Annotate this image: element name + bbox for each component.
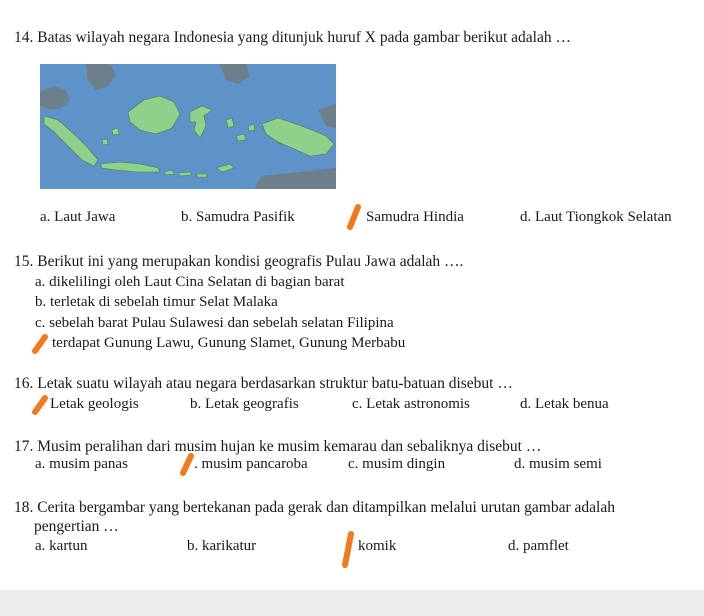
question-18-line-2: pengertian … [34, 518, 119, 535]
q16-option-a[interactable]: Letak geologis [50, 396, 139, 412]
q14-option-a[interactable]: a. Laut Jawa [40, 209, 116, 225]
question-18: 18. Cerita bergambar yang bertekanan pada gerak dan ditampilkan melalui urutan gambar adalah [14, 499, 615, 516]
q16-option-d[interactable]: d. Letak benua [520, 396, 609, 412]
q18-option-a[interactable]: a. kartun [35, 538, 88, 554]
page-bottom-margin [0, 590, 704, 616]
q15-option-b[interactable]: b. terletak di sebelah timur Selat Malaka [35, 294, 278, 310]
q16-option-c[interactable]: c. Letak astronomis [352, 396, 470, 412]
q18-option-b[interactable]: b. karikatur [187, 538, 257, 554]
answer-mark-q18 [338, 530, 356, 570]
q15-option-a[interactable]: a. dikelilingi oleh Laut Cina Selatan di bagian barat [35, 274, 345, 290]
q17-option-b[interactable]: . musim pancaroba [194, 456, 308, 472]
answer-mark-q16 [30, 394, 50, 416]
q14-option-d[interactable]: d. Laut Tiongkok Selatan [520, 209, 672, 225]
q17-option-d[interactable]: d. musim semi [514, 456, 602, 472]
answer-mark-q15 [30, 333, 50, 355]
indonesia-map [40, 64, 336, 189]
q14-option-b[interactable]: b. Samudra Pasifik [181, 209, 295, 225]
question-16: 16. Letak suatu wilayah atau negara berdasarkan struktur batu-batuan disebut … [14, 375, 513, 392]
q16-option-b[interactable]: b. Letak geografis [190, 396, 299, 412]
q15-option-d[interactable]: terdapat Gunung Lawu, Gunung Slamet, Gunung Merbabu [52, 335, 406, 351]
answer-mark-q14 [345, 204, 363, 230]
q14-option-c[interactable]: Samudra Hindia [366, 209, 464, 225]
q18-option-d[interactable]: d. pamflet [508, 538, 569, 554]
question-14: 14. Batas wilayah negara Indonesia yang ditunjuk huruf X pada gambar berikut adalah … [14, 29, 571, 46]
q15-option-c[interactable]: c. sebelah barat Pulau Sulawesi dan sebelah selatan Filipina [35, 315, 394, 331]
q17-option-a[interactable]: a. musim panas [35, 456, 128, 472]
q18-option-c[interactable]: komik [358, 538, 397, 554]
question-15: 15. Berikut ini yang merupakan kondisi geografis Pulau Jawa adalah …. [14, 253, 464, 270]
question-17: 17. Musim peralihan dari musim hujan ke musim kemarau dan sebaliknya disebut … [14, 438, 542, 455]
q17-option-c[interactable]: c. musim dingin [348, 456, 446, 472]
